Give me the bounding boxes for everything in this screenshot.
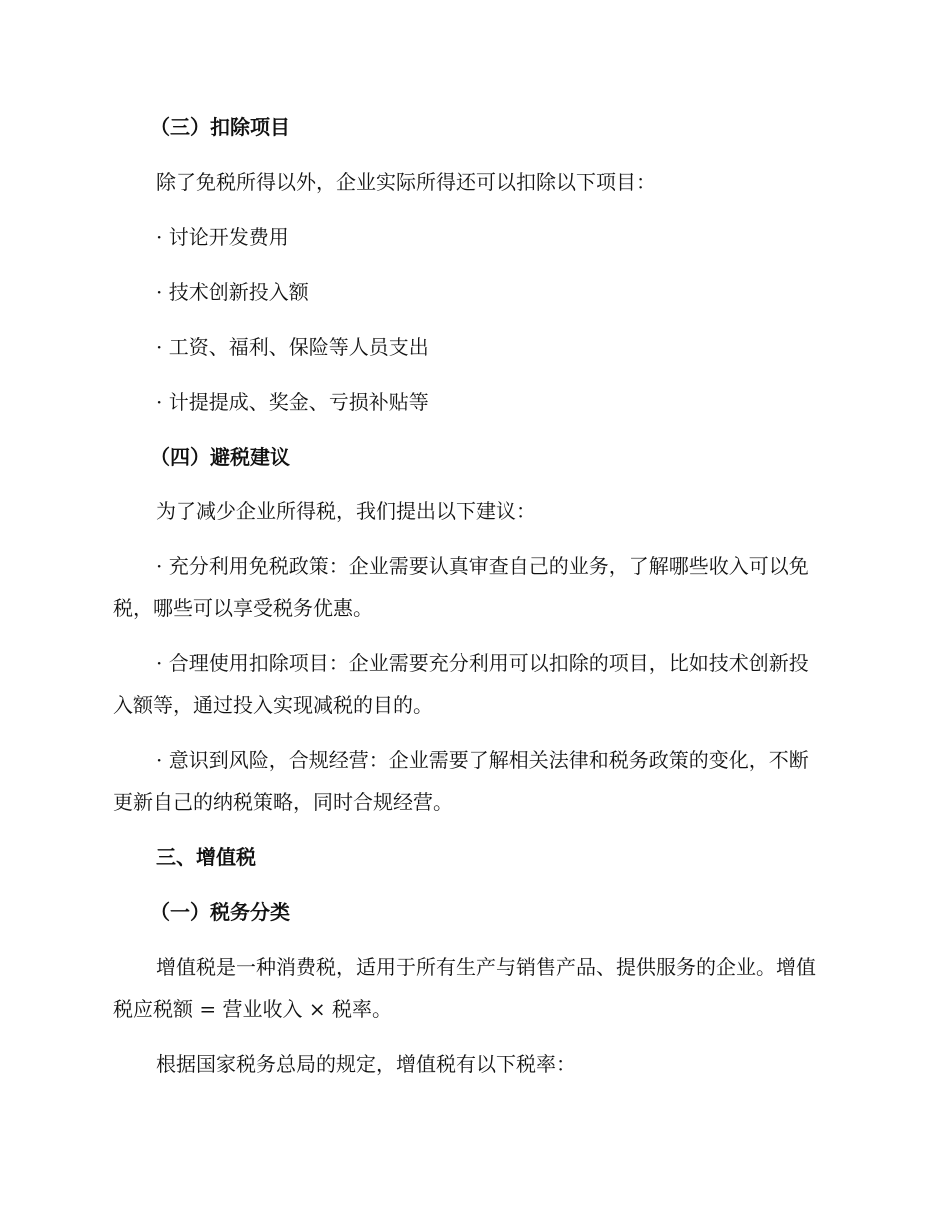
paragraph-vat-definition: 增值税是一种消费税，适用于所有生产与销售产品、提供服务的企业。增值税应税额 = 营业收入 × 税率。 [113, 955, 816, 1021]
heading-tax-avoidance: （四）避税建议 [150, 445, 290, 469]
paragraph-vat-rates-intro: 根据国家税务总局的规定，增值税有以下税率： [156, 1052, 576, 1076]
heading-vat: 三、增值税 [156, 845, 256, 869]
paragraph-suggestion-intro: 为了减少企业所得税，我们提出以下建议： [156, 499, 536, 523]
list-item-commission-bonus: · 计提提成、奖金、亏损补贴等 [156, 390, 429, 414]
list-item-exemption-policy: · 充分利用免税政策：企业需要认真审查自己的业务，了解哪些收入可以免税，哪些可以享受税务优惠。 [113, 554, 809, 620]
list-item-deduction-use: · 合理使用扣除项目：企业需要充分利用可以扣除的项目，比如技术创新投入额等，通过投入实现减税的目的。 [113, 651, 809, 717]
list-item-compliance: · 意识到风险，合规经营：企业需要了解相关法律和税务政策的变化，不断更新自己的纳税策略，同时合规经营。 [113, 748, 809, 814]
paragraph-deduction-intro: 除了免税所得以外，企业实际所得还可以扣除以下项目： [156, 170, 656, 194]
heading-tax-classification: （一）税务分类 [150, 900, 290, 924]
list-item-rd-expense: · 讨论开发费用 [156, 225, 289, 249]
list-item-personnel-expense: · 工资、福利、保险等人员支出 [156, 335, 429, 359]
heading-deduction-items: （三）扣除项目 [150, 115, 290, 139]
list-item-innovation-investment: · 技术创新投入额 [156, 280, 309, 304]
